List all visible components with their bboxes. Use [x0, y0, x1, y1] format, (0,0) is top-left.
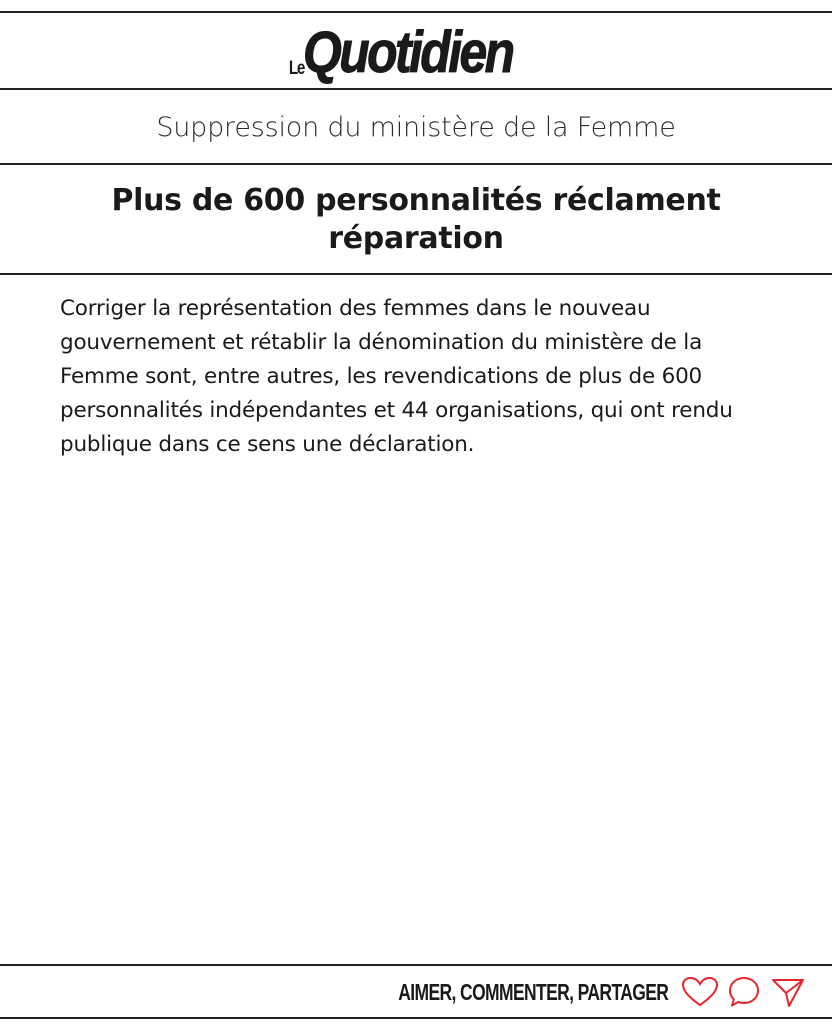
category-rule — [0, 163, 832, 165]
footer-bar — [0, 967, 832, 1017]
top-rule — [0, 11, 832, 13]
category-title: Suppression du ministère de la Femme — [156, 111, 676, 143]
footer-top-rule — [0, 964, 832, 966]
bottom-rule — [0, 1017, 832, 1019]
logo-name: Quotidien — [303, 20, 513, 85]
share-icon[interactable] — [768, 972, 808, 1012]
logo — [285, 20, 547, 88]
comment-icon[interactable] — [724, 972, 764, 1012]
footer-label: AIMER, COMMENTER, PARTAGER — [397, 978, 668, 1005]
heart-icon[interactable] — [680, 972, 720, 1012]
logo-prefix: Le — [288, 58, 305, 79]
masthead-rule — [0, 88, 832, 90]
headline: Plus de 600 personnalités réclament réparation — [111, 182, 721, 256]
headline-rule — [0, 273, 832, 275]
masthead — [0, 14, 832, 88]
article-body: Corriger la représentation des femmes dans le nouveau gouvernement et rétablir la dénomination du ministère de la Femme sont, entre autres, les revendications de plus de 600 personnalités indépendantes et 44 organisations, qui ont rendu publique dans ce sens une déclaration. — [60, 296, 733, 457]
